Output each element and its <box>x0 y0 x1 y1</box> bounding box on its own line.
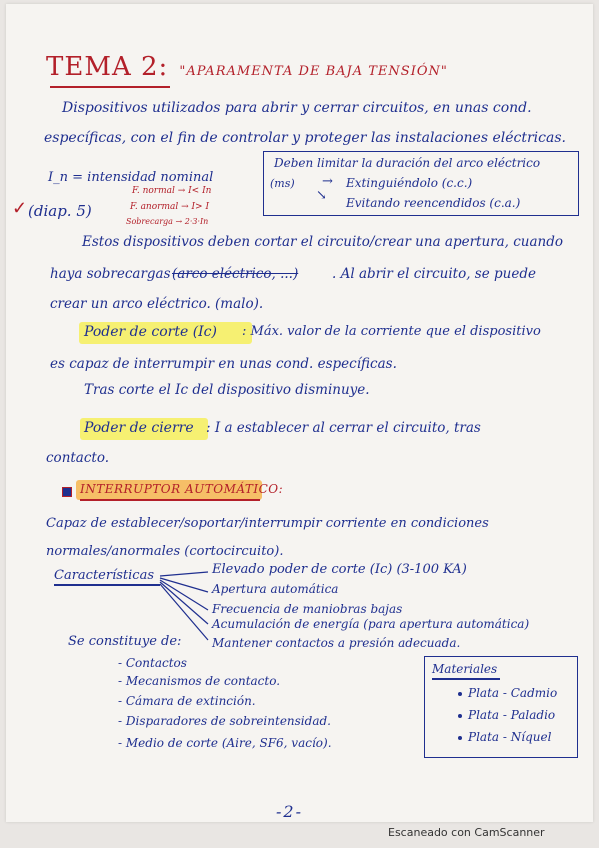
page-title <box>46 52 448 82</box>
scanner-watermark: Escaneado con CamScanner <box>388 826 545 839</box>
poder-cierre-def-1: : I a establecer al cerrar el circuito, tras <box>206 420 481 436</box>
poder-corte-note: Tras corte el Ic del dispositivo disminuye. <box>84 382 370 398</box>
para1-struck: (arco eléctrico, ...) <box>172 266 299 282</box>
page-number: -2- <box>276 802 303 821</box>
bullet-dot-icon <box>458 692 462 696</box>
interruptor-desc-1: Capaz de establecer/soportar/interrumpir corriente en condiciones <box>46 516 489 531</box>
title-underline <box>50 86 170 88</box>
diap-reference: (diap. 5) <box>28 202 92 220</box>
bullet-square-icon <box>62 487 72 497</box>
material-1-text: Plata - Cadmio <box>468 686 558 700</box>
title-sub: "APARAMENTA DE BAJA TENSIÓN" <box>179 64 448 79</box>
arc-line-3: Evitando reencendidos (c.a.) <box>346 196 521 210</box>
caract-3: Frecuencia de maniobras bajas <box>212 602 403 616</box>
f-normal: F. normal → I< In <box>132 186 212 196</box>
caract-1: Elevado poder de corte (Ic) (3-100 KA) <box>212 562 467 577</box>
material-1 <box>458 686 557 700</box>
part-4: - Disparadores de sobreintensidad. <box>118 714 331 728</box>
poder-cierre-term: Poder de cierre <box>84 420 194 436</box>
title-main: TEMA 2: <box>46 52 169 82</box>
part-2: - Mecanismos de contacto. <box>118 674 281 688</box>
in-definition: I_n = intensidad nominal <box>48 170 214 185</box>
materiales-title: Materiales <box>432 662 498 676</box>
sobrecarga: Sobrecarga → 2·3·In <box>126 217 209 226</box>
para1-line-3: crear un arco eléctrico. (malo). <box>50 296 264 312</box>
caract-2: Apertura automática <box>212 582 339 596</box>
material-2 <box>458 708 555 722</box>
intro-line-1: Dispositivos utilizados para abrir y cerrar circuitos, en unas cond. <box>62 100 532 116</box>
notebook-page <box>6 4 593 822</box>
caract-5: Mantener contactos a presión adecuada. <box>212 636 461 650</box>
caract-4: Acumulación de energía (para apertura automática) <box>212 617 530 631</box>
bullet-dot-icon <box>458 714 462 718</box>
para1-line-2a: haya sobrecargas <box>50 266 171 282</box>
poder-corte-term: Poder de corte (Ic) <box>84 324 217 340</box>
f-anormal: F. anormal → I> I <box>130 202 210 212</box>
arrow-icon: → <box>322 174 333 189</box>
para1-line-1: Estos dispositivos deben cortar el circuito/crear una apertura, cuando <box>82 234 564 250</box>
arc-line-2: Extinguiéndolo (c.c.) <box>346 176 473 190</box>
arc-ms: (ms) <box>270 177 295 190</box>
poder-corte-def-2: es capaz de interrumpir en unas cond. específicas. <box>50 356 397 372</box>
constituye-label: Se constituye de: <box>68 634 182 649</box>
interruptor-underline <box>80 499 260 501</box>
material-2-text: Plata - Paladio <box>468 708 556 722</box>
material-3 <box>458 730 551 744</box>
caracteristicas-underline <box>54 584 160 586</box>
poder-cierre-def-2: contacto. <box>46 450 110 466</box>
intro-line-2: específicas, con el fin de controlar y proteger las instalaciones eléctricas. <box>44 130 566 146</box>
part-5: - Medio de corte (Aire, SF6, vacío). <box>118 736 332 750</box>
caracteristicas-label: Características <box>54 568 154 583</box>
interruptor-desc-2: normales/anormales (cortocircuito). <box>46 544 284 559</box>
bullet-dot-icon <box>458 736 462 740</box>
arc-line-1: Deben limitar la duración del arco eléctrico <box>274 156 541 170</box>
para1-line-2b: . Al abrir el circuito, se puede <box>332 266 536 282</box>
materiales-underline <box>432 678 500 680</box>
interruptor-title: INTERRUPTOR AUTOMÁTICO: <box>80 482 284 496</box>
arrow-down-right-icon: ↘ <box>316 188 327 203</box>
material-3-text: Plata - Níquel <box>468 730 552 744</box>
part-1: - Contactos <box>118 656 187 670</box>
check-icon: ✓ <box>12 198 28 219</box>
part-3: - Cámara de extinción. <box>118 694 256 708</box>
poder-corte-def-1: : Máx. valor de la corriente que el dispositivo <box>242 324 541 339</box>
